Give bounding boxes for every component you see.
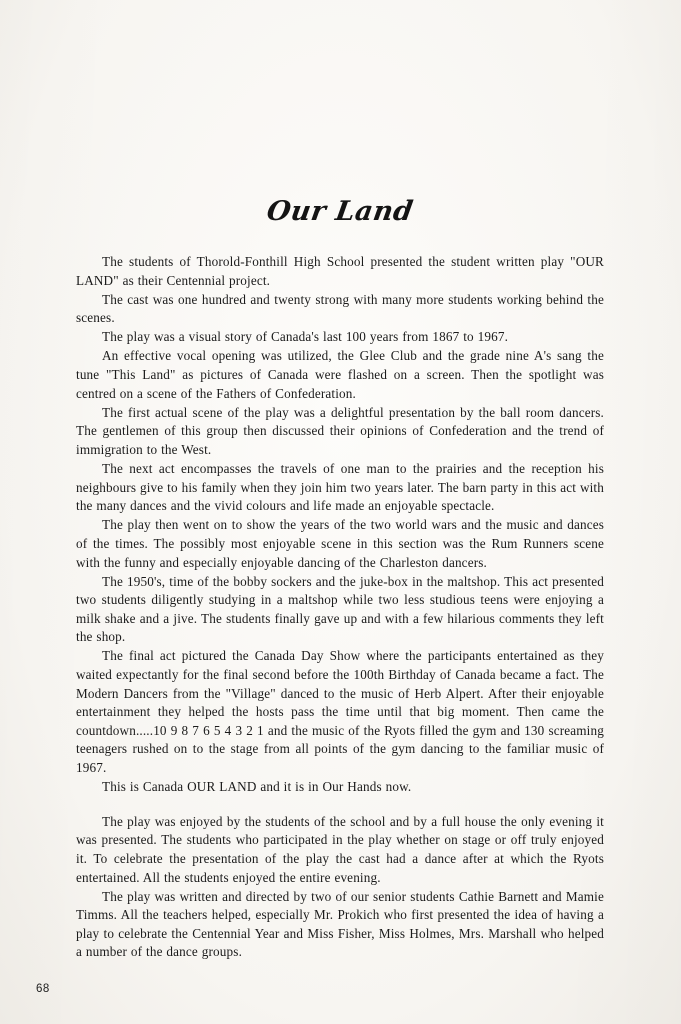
page-title: Our Land (264, 196, 416, 227)
paragraph-10: This is Canada OUR LAND and it is in Our Hands now. (102, 779, 412, 795)
paragraph-4: An effective vocal opening was utilized, the Glee Club and the grade nine A's sang the tune "This Land" as pictures of Canada were flashed on a screen. Then the spotlight was centred on a scene of the Fathers of Confederation. (76, 348, 604, 401)
page-number: 68 (36, 983, 50, 995)
paragraph-8: The 1950's, time of the bobby sockers and the juke-box in the maltshop. This act presented two students diligently studying in a maltshop while two less studious teens were enjoying a milk shake and a jive. The students finally gave up and with a few hilarious comments they left the shop. (76, 573, 604, 645)
paragraph-9: The final act pictured the Canada Day Show where the participants entertained as they waited expectantly for the final second before the 100th Birthday of Canada became a fact. The Modern Dancers from the "Village" danced to the music of Herb Alpert. After their enjoyable entertainment they helped the hosts pass the time until that big moment. Then came the countdown.....10 9 8 7 6 5 4 3 2 1 and the music of the Ryots filled the gym and 130 screaming teenagers rushed on to the stage from all points of the gym dancing to the familiar music of 1967. (76, 648, 604, 776)
paragraph-12: The play was written and directed by two of our senior students Cathie Barnett and Mamie Timms. All the teachers helped, especially Mr. Prokich who first presented the idea of having a play to celebrate the Centennial Year and Miss Fisher, Miss Holmes, Mrs. Marshall who helped a number of the dance groups. (76, 888, 604, 960)
paragraph-3: The play was a visual story of Canada's last 100 years from 1867 to 1967. (102, 329, 509, 345)
paragraph-2: The cast was one hundred and twenty strong with many more students working behind the scenes. (76, 291, 604, 326)
article-body (76, 196, 604, 962)
paragraph-7: The play then went on to show the years of the two world wars and the music and dances of the times. The possibly most enjoyable scene in this section was the Rum Runners scene with the funny and especially enjoyable dancing of the Charleston dancers. (76, 517, 604, 570)
paragraph-1: The students of Thorold-Fonthill High School presented the student written play "OUR LAND" as their Centennial project. (76, 254, 604, 288)
paragraph-5: The first actual scene of the play was a delightful presentation by the ball room dancers. The gentlemen of this group then discussed their opinions of Confederation and the trend of immigration to the West. (76, 404, 604, 457)
paragraph-11: The play was enjoyed by the students of the school and by a full house the only evening it was presented. The students who participated in the play whether on stage or off truly enjoyed it. To celebrate the presentation of the play the cast had a dance after at which the Ryots entertained. All the students enjoyed the entire evening. (76, 813, 604, 885)
paragraph-6: The next act encompasses the travels of one man to the prairies and the reception his neighbours give to his family when they join him two years later. The barn party in this act with the many dances and the vivid colours and life made an enjoyable spectacle. (76, 461, 604, 514)
